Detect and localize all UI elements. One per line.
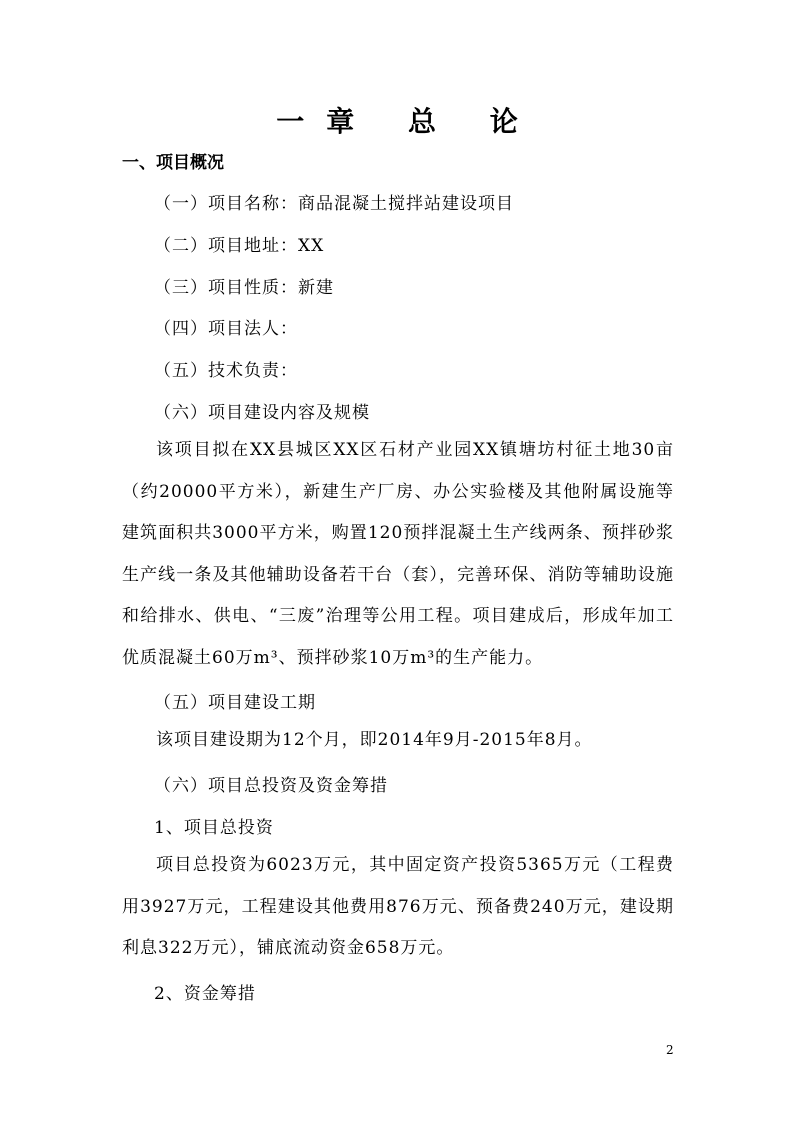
paragraph-period: 该项目建设期为12个月，即2014年9月-2015年8月。 bbox=[156, 730, 593, 750]
item-scope-heading: （六）项目建设内容及规模 bbox=[154, 403, 370, 423]
subheading-total-investment: 1、项目总投资 bbox=[154, 818, 274, 838]
chapter-title: 一章 总 论 bbox=[276, 105, 540, 138]
subheading-funding: 2、资金筹措 bbox=[154, 984, 256, 1004]
paragraph-investment: 项目总投资为6023万元，其中固定资产投资5365万元（工程费用3927万元，工程建设其他费用876万元、预备费240万元，建设期利息322万元），铺底流动资金658万元。 bbox=[122, 855, 674, 958]
item-investment-heading: （六）项目总投资及资金筹措 bbox=[154, 776, 388, 796]
item-project-nature: （三）项目性质：新建 bbox=[154, 278, 334, 298]
item-legal-person: （四）项目法人： bbox=[154, 319, 298, 339]
page-number: 2 bbox=[666, 1043, 674, 1057]
paragraph-scope: 该项目拟在XX县城区XX区石材产业园XX镇塘坊村征土地30亩（约20000平方米），新建生产厂房、办公实验楼及其他附属设施等建筑面积共3000平方米，购置120预拌混凝土生产线两条、预拌砂浆生产线一条及其他辅助设备若干台（套），完善环保、消防等辅助设施和给排水、供电、“三废”治理等公用工程。项目建成后，形成年加工优质混凝土60万m³、预拌砂浆10万m³的生产能力。 bbox=[122, 440, 674, 668]
item-project-name: （一）项目名称：商品混凝土搅拌站建设项目 bbox=[154, 194, 514, 214]
item-project-address: （二）项目地址：XX bbox=[154, 236, 325, 256]
item-period-heading: （五）项目建设工期 bbox=[154, 693, 316, 713]
section-heading: 一、项目概况 bbox=[122, 153, 224, 173]
item-tech-lead: （五）技术负责： bbox=[154, 361, 298, 381]
